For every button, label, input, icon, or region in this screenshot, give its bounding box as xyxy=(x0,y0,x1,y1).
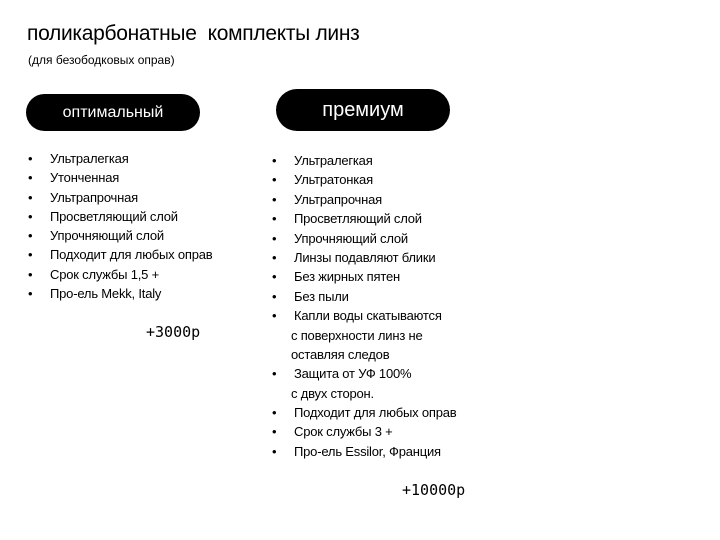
list-item: • Подходит для любых оправ xyxy=(50,245,212,264)
list-item: • Линзы подавляют блики xyxy=(294,248,456,267)
list-item: • Упрочняющий слой xyxy=(50,226,212,245)
list-item: • Просветляющий слой xyxy=(294,209,456,228)
premium-features-list xyxy=(291,151,457,461)
list-item: • Ультрапрочная xyxy=(50,188,212,207)
list-item-continuation: с двух сторон. xyxy=(291,385,374,401)
list-item: • Ультралегкая xyxy=(294,151,456,170)
list-item: • Упрочняющий слой xyxy=(294,229,456,248)
list-item-continuation: оставляя следов xyxy=(291,346,390,362)
list-item: • Срок службы 3 + xyxy=(294,422,456,441)
page-title: поликарбонатные комплекты линз xyxy=(27,22,360,45)
premium-plan-label: премиум xyxy=(322,98,404,121)
list-item: • Ультратонкая xyxy=(294,170,456,189)
list-item: • Просветляющий слой xyxy=(50,207,212,226)
list-item: • Ультрапрочная xyxy=(294,190,456,209)
list-item-continuation: с поверхности линз не xyxy=(291,327,423,343)
premium-price: +10000р xyxy=(402,481,466,499)
optimal-plan-label: оптимальный xyxy=(62,103,164,121)
premium-plan-badge xyxy=(276,89,450,131)
list-item: • Срок службы 1,5 + xyxy=(50,265,212,284)
list-item: • Подходит для любых оправ xyxy=(294,403,456,422)
list-item: • Про-ель Mekk, Italy xyxy=(50,284,212,303)
optimal-plan-badge xyxy=(26,94,200,131)
list-item: • Про-ель Essilor, Франция xyxy=(294,442,456,461)
page-subtitle: (для безободковых оправ) xyxy=(28,53,175,67)
optimal-price: +3000р xyxy=(146,323,201,341)
list-item: • Утонченная xyxy=(50,168,212,187)
list-item: • Без жирных пятен xyxy=(294,267,456,286)
list-item: • Капли воды скатываются xyxy=(294,306,456,325)
list-item: • Без пыли xyxy=(294,287,456,306)
optimal-features-list xyxy=(50,149,212,303)
list-item: • Ультралегкая xyxy=(50,149,212,168)
list-item: • Защита от УФ 100% xyxy=(294,364,456,383)
